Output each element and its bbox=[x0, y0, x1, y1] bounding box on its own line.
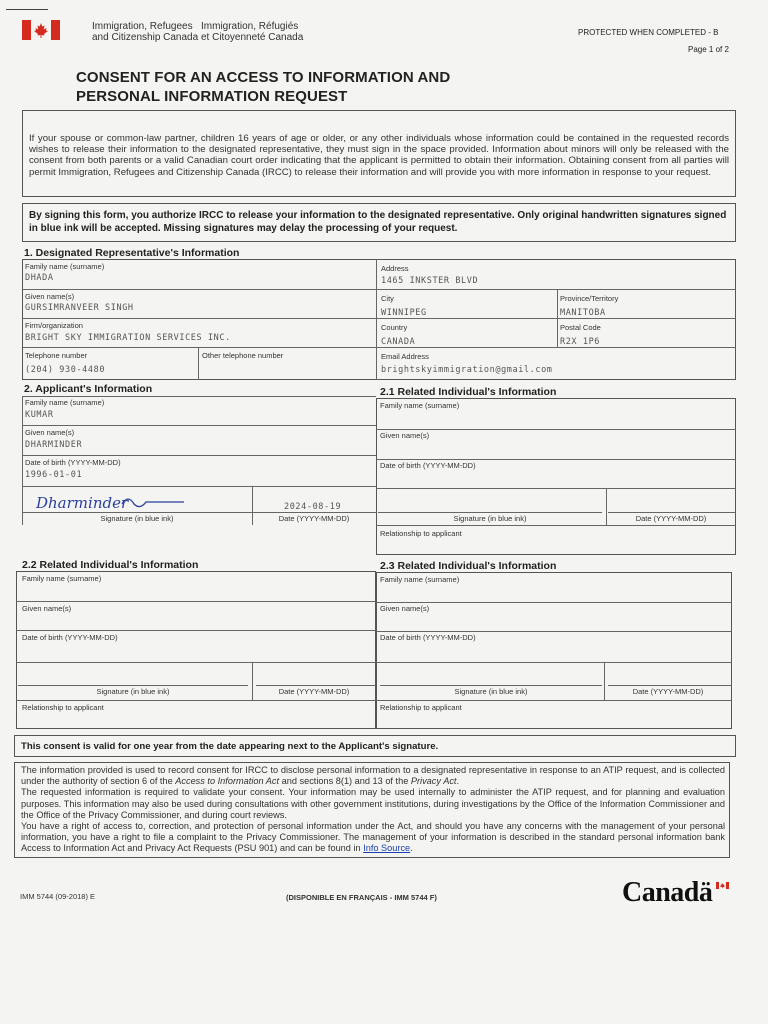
rel22-given-names-label: Given name(s) bbox=[22, 604, 72, 613]
dept-en-line-2: and Citizenship Canada bbox=[92, 32, 199, 43]
applicant-dob-label: Date of birth (YYYY-MM-DD) bbox=[25, 458, 121, 467]
divider bbox=[22, 455, 376, 456]
rep-country-label: Country bbox=[381, 323, 408, 332]
section-2-1-heading: 2.1 Related Individual's Information bbox=[380, 386, 557, 398]
applicant-given-names-field[interactable]: DHARMINDER bbox=[25, 440, 83, 450]
rel23-family-name-label: Family name (surname) bbox=[380, 575, 460, 584]
divider bbox=[22, 396, 376, 397]
page-number: Page 1 of 2 bbox=[688, 45, 729, 54]
section-2-heading: 2. Applicant's Information bbox=[24, 383, 153, 395]
protected-label: PROTECTED WHEN COMPLETED - B bbox=[578, 28, 719, 37]
canada-wordmark-flag-icon bbox=[716, 882, 729, 889]
rep-phone-label: Telephone number bbox=[25, 351, 88, 360]
divider bbox=[22, 396, 23, 525]
info-source-link[interactable]: Info Source bbox=[363, 843, 411, 854]
rep-firm-label: Firm/organization bbox=[25, 321, 83, 330]
rep-address-label: Address bbox=[381, 264, 409, 273]
divider bbox=[376, 631, 732, 632]
divider bbox=[16, 700, 376, 701]
applicant-date-field[interactable]: 2024-08-19 bbox=[284, 502, 342, 512]
rel23-signature-label: Signature (in blue ink) bbox=[454, 687, 528, 696]
rep-country-field[interactable]: CANADA bbox=[381, 337, 416, 347]
section-2-2-heading: 2.2 Related Individual's Information bbox=[22, 559, 199, 571]
rel22-signature-label: Signature (in blue ink) bbox=[96, 687, 170, 696]
intro-box: If your spouse or common-law partner, children 16 years of age or older, or any other individuals whose information could be contained in the requested records wishes to release their information to the designated representative, they must sign in the space provided. Information about minors will only be released with the consent from both parents or a valid Canadian court order indicating that the applicant is permitted to obtain their information. Obtaining consent from all parties will permit Immigration, Refugees and Citizenship Canada (IRCC) to release their information and will provide you with more information in response to your request. bbox=[22, 110, 736, 197]
rel21-relationship-label: Relationship to applicant bbox=[380, 529, 462, 538]
privacy-notice bbox=[14, 762, 730, 858]
divider bbox=[376, 662, 732, 663]
signature-line bbox=[380, 685, 602, 686]
rel22-date-label: Date (YYYY-MM-DD) bbox=[278, 687, 350, 696]
title-line-2: PERSONAL INFORMATION REQUEST bbox=[76, 88, 348, 105]
applicant-dob-field[interactable]: 1996-01-01 bbox=[25, 470, 83, 480]
divider bbox=[22, 486, 376, 487]
applicant-signature-label: Signature (in blue ink) bbox=[100, 514, 174, 523]
rep-address-field[interactable]: 1465 INKSTER BLVD bbox=[381, 276, 479, 286]
divider bbox=[376, 488, 736, 489]
rep-city-field[interactable]: WINNIPEG bbox=[381, 308, 427, 318]
rep-city-label: City bbox=[381, 294, 394, 303]
dept-fr-line-2: et Citoyenneté Canada bbox=[201, 32, 304, 43]
rep-email-label: Email Address bbox=[381, 352, 429, 361]
section-1-table bbox=[22, 259, 736, 380]
title-line-1: CONSENT FOR AN ACCESS TO INFORMATION AND bbox=[76, 69, 451, 86]
divider bbox=[16, 662, 376, 663]
date-line bbox=[256, 685, 376, 686]
rel23-date-label: Date (YYYY-MM-DD) bbox=[632, 687, 704, 696]
form-id: IMM 5744 (09-2018) E bbox=[20, 892, 96, 901]
rep-family-name-label: Family name (surname) bbox=[25, 262, 105, 271]
top-rule bbox=[6, 9, 48, 10]
rel21-dob-label: Date of birth (YYYY-MM-DD) bbox=[380, 461, 476, 470]
section-2-3-heading: 2.3 Related Individual's Information bbox=[380, 560, 557, 572]
canada-flag-icon bbox=[22, 20, 60, 40]
divider bbox=[376, 429, 736, 430]
signature-line bbox=[18, 685, 248, 686]
privacy-p3b: . bbox=[410, 843, 413, 854]
department-name-en bbox=[92, 21, 198, 43]
rep-family-name-field[interactable]: DHADA bbox=[25, 273, 54, 283]
applicant-date-label: Date (YYYY-MM-DD) bbox=[278, 514, 350, 523]
privacy-p2: The requested information is required to validate your consent. Your information may be used internally to administer the ATIP request, and for planning and evaluation purposes. This information may also be used during consultations with other government institutions, during investigations by the Office of the Information Commissioner and the Office of the Privacy Commissioner, and during court reviews. bbox=[21, 787, 725, 820]
privacy-p1c: and sections 8(1) and 13 of the bbox=[279, 776, 411, 787]
divider bbox=[198, 347, 199, 380]
french-availability: (DISPONIBLE EN FRANÇAIS - IMM 5744 F) bbox=[286, 893, 437, 902]
rep-postal-field[interactable]: R2X 1P6 bbox=[560, 337, 601, 347]
divider bbox=[376, 525, 736, 526]
rep-province-label: Province/Territory bbox=[560, 294, 619, 303]
privacy-p3a: You have a right of access to, correction, and protection of personal information under the Act, and should you have any concerns with the management of your personal information, you have a right to file a complaint to the Privacy Commissioner. The management of your information is described in the standard personal information bank Access to Information Act and Privacy Act Requests (PSU 901) and can be found in bbox=[21, 821, 725, 854]
rel21-family-name-label: Family name (surname) bbox=[380, 401, 460, 410]
section-1-heading: 1. Designated Representative's Information bbox=[24, 247, 240, 259]
dept-fr-line-1: Immigration, Réfugiés bbox=[201, 21, 299, 32]
applicant-family-name-field[interactable]: KUMAR bbox=[25, 410, 54, 420]
date-line bbox=[608, 512, 736, 513]
rep-postal-label: Postal Code bbox=[560, 323, 601, 332]
signature-text: Dharminder bbox=[36, 494, 129, 512]
signature-line bbox=[22, 512, 252, 513]
rel23-relationship-label: Relationship to applicant bbox=[380, 703, 462, 712]
rep-phone-field[interactable]: (204) 930-4480 bbox=[25, 365, 106, 375]
divider bbox=[16, 601, 376, 602]
rel21-given-names-label: Given name(s) bbox=[380, 431, 430, 440]
rel22-family-name-label: Family name (surname) bbox=[22, 574, 102, 583]
applicant-given-names-label: Given name(s) bbox=[25, 428, 75, 437]
rep-given-names-label: Given name(s) bbox=[25, 292, 75, 301]
divider bbox=[376, 700, 732, 701]
rel22-dob-label: Date of birth (YYYY-MM-DD) bbox=[22, 633, 118, 642]
rel23-given-names-label: Given name(s) bbox=[380, 604, 430, 613]
privacy-act-name-2: Privacy Act bbox=[410, 776, 457, 787]
canada-wordmark: Canadä bbox=[622, 877, 713, 908]
form-title bbox=[76, 68, 636, 106]
department-name-fr bbox=[201, 21, 303, 43]
consent-notice: By signing this form, you authorize IRCC to release your information to the designated representative. Only original handwritten signatures signed in blue ink will be accepted. Missing signatures may delay the processing of your request. bbox=[22, 203, 736, 242]
rep-province-field[interactable]: MANITOBA bbox=[560, 308, 606, 318]
divider bbox=[22, 289, 736, 290]
rel23-dob-label: Date of birth (YYYY-MM-DD) bbox=[380, 633, 476, 642]
rel22-relationship-label: Relationship to applicant bbox=[22, 703, 104, 712]
date-line bbox=[252, 512, 376, 513]
validity-notice: This consent is valid for one year from the date appearing next to the Applicant's signature. bbox=[14, 735, 736, 757]
applicant-family-name-label: Family name (surname) bbox=[25, 398, 105, 407]
signature-line bbox=[378, 512, 602, 513]
rep-given-names-field[interactable]: GURSIMRANVEER SINGH bbox=[25, 303, 134, 313]
divider bbox=[16, 630, 376, 631]
privacy-act-name-1: Access to Information Act bbox=[175, 776, 280, 787]
divider bbox=[22, 425, 376, 426]
rep-email-field[interactable]: brightskyimmigration@gmail.com bbox=[381, 365, 553, 375]
date-line bbox=[608, 685, 732, 686]
privacy-p1e: . bbox=[456, 776, 460, 787]
divider bbox=[376, 459, 736, 460]
rep-other-phone-label: Other telephone number bbox=[202, 351, 284, 360]
dept-en-line-1: Immigration, Refugees bbox=[92, 21, 193, 32]
divider bbox=[376, 259, 377, 380]
divider bbox=[557, 289, 558, 347]
privacy-p1a: The information provided is used to record consent for IRCC to disclose personal information to a designated representative in response to an ATIP request, and is collected under the authority of section 6 of the bbox=[21, 765, 725, 787]
rel21-date-label: Date (YYYY-MM-DD) bbox=[635, 514, 707, 523]
divider bbox=[22, 347, 736, 348]
rel21-signature-label: Signature (in blue ink) bbox=[453, 514, 527, 523]
divider bbox=[22, 318, 736, 319]
rep-firm-field[interactable]: BRIGHT SKY IMMIGRATION SERVICES INC. bbox=[25, 333, 231, 343]
divider bbox=[376, 602, 732, 603]
